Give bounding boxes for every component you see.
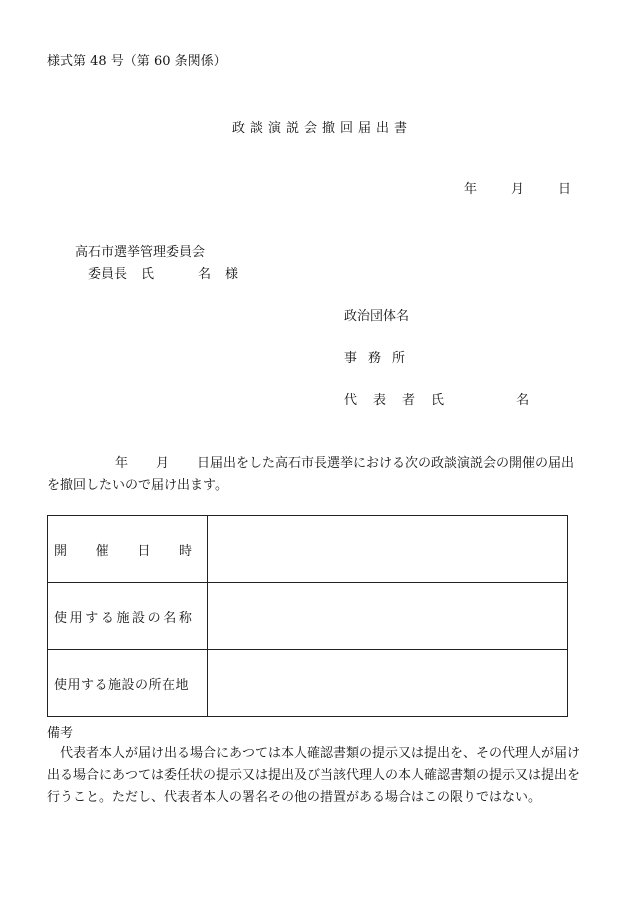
rep-char: 名 xyxy=(516,393,530,408)
label-char: 日 xyxy=(137,543,151,559)
label-char: す xyxy=(85,610,99,626)
label-char: 使 xyxy=(54,610,68,626)
label-char: 時 xyxy=(178,543,192,559)
date-line xyxy=(464,178,571,197)
document-title: 政談演説会撤回届出書 xyxy=(232,121,413,136)
rep-char: 表 xyxy=(373,393,387,408)
recipient-name-part2: 名 xyxy=(198,267,212,282)
table-row xyxy=(48,583,568,650)
org-name-label: 政治団体名 xyxy=(344,309,410,324)
row-label-facility-name xyxy=(48,583,208,650)
label-char: 催 xyxy=(95,543,109,559)
form-number: 様式第 48 号（第 60 条関係） xyxy=(47,54,227,69)
label-char: 設 xyxy=(132,610,146,626)
label-char: 開 xyxy=(54,543,68,559)
label-char: 施 xyxy=(116,610,130,626)
label-char: る xyxy=(100,610,114,626)
details-table xyxy=(47,515,568,717)
table-row xyxy=(48,516,568,583)
row-label-facility-address xyxy=(48,650,208,717)
recipient-person xyxy=(88,263,238,282)
rep-char: 氏 xyxy=(431,393,445,408)
recipient-honorific: 様 xyxy=(225,267,239,282)
label-char: 用 xyxy=(69,610,83,626)
rep-char: 代 xyxy=(344,393,358,408)
notes-title: 備考 xyxy=(47,726,74,741)
rep-char: 者 xyxy=(402,393,416,408)
body-text: 日届出をした高石市長選挙における次の政談演説会の開催の届出を撤回したいので届け出ます。 xyxy=(47,456,575,493)
label-text: 使用する施設の所在地 xyxy=(54,677,190,693)
date-month-label: 月 xyxy=(511,182,525,197)
recipient-position: 委員長 xyxy=(88,267,128,282)
date-year-label: 年 xyxy=(464,182,478,197)
label-char: の xyxy=(147,610,161,626)
body-year-label: 年 xyxy=(115,456,129,471)
office-label: 事務所 xyxy=(344,351,417,366)
label-char: 名 xyxy=(163,610,177,626)
row-value-facility-address[interactable] xyxy=(208,650,568,717)
body-month-label: 月 xyxy=(156,456,170,471)
row-value-datetime[interactable] xyxy=(208,516,568,583)
row-value-facility-name[interactable] xyxy=(208,583,568,650)
notes-body: 代表者本人が届け出る場合にあつては本人確認書類の提示又は提出を、その代理人が届け出る場合にあつては委任状の提示又は提出及び当該代理人の本人確認書類の提示又は提出を行うこと。ただし、代表者本人の署名その他の措置がある場合はこの限りではない。 xyxy=(47,746,581,805)
recipient-name-part1: 氏 xyxy=(141,267,155,282)
label-char: 称 xyxy=(178,610,192,626)
table-row xyxy=(48,650,568,717)
representative-label xyxy=(344,389,529,408)
row-label-datetime xyxy=(48,516,208,583)
body-paragraph xyxy=(47,453,583,497)
date-day-label: 日 xyxy=(558,182,572,197)
recipient-organization: 高石市選挙管理委員会 xyxy=(75,245,206,260)
